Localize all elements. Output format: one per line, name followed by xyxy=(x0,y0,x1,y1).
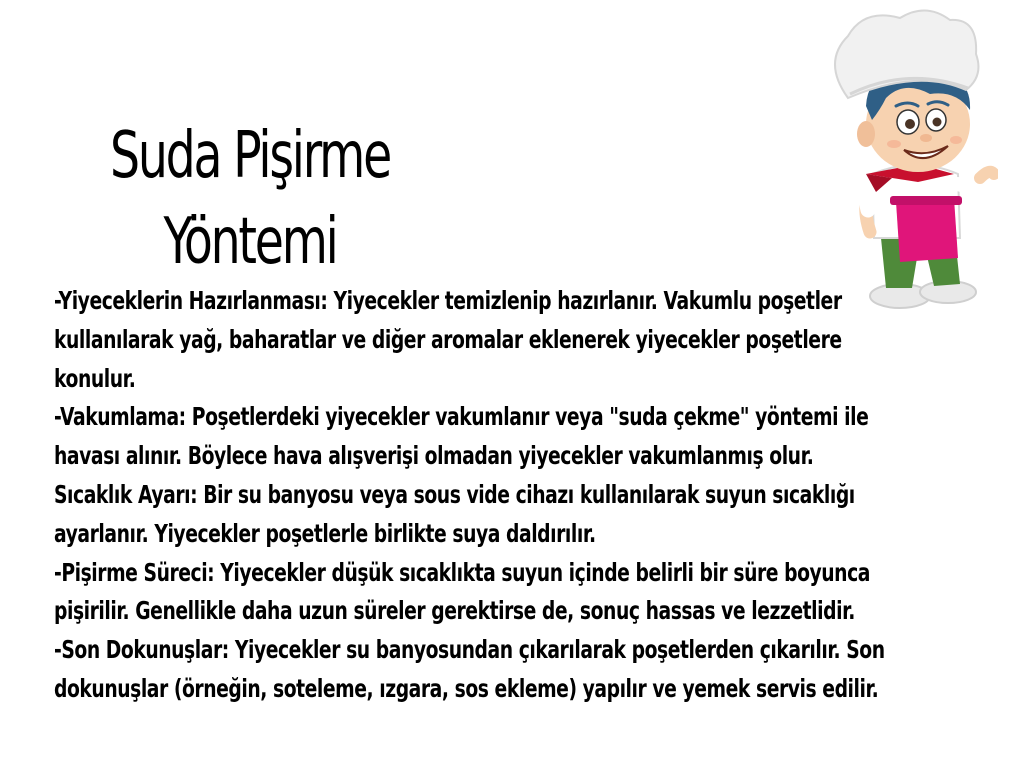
title-line-1: Suda Pişirme xyxy=(110,118,390,193)
chef-apron xyxy=(896,198,958,262)
body-line: havası alınır. Böylece hava alışverişi olmadan yiyecekler vakumlanmış olur. xyxy=(54,441,814,471)
body-line: Sıcaklık Ayarı: Bir su banyosu veya sous vide cihazı kullanılarak suyun sıcaklığı xyxy=(54,479,855,509)
chef-illustration xyxy=(808,6,998,318)
body-line: konulur. xyxy=(54,363,136,393)
body-line: ayarlanır. Yiyecekler poşetlerle birlikte suya daldırılır. xyxy=(54,518,596,548)
slide-title xyxy=(109,113,390,285)
body-line: -Yiyeceklerin Hazırlanması: Yiyecekler temizlenip hazırlanır. Vakumlu poşetler xyxy=(54,286,842,315)
body-line: -Son Dokunuşlar: Yiyecekler su banyosundan çıkarılarak poşetlerden çıkarılır. Son xyxy=(54,635,885,665)
body-line: -Vakumlama: Poşetlerdeki yiyecekler vakumlanır veya "suda çekme" yöntemi ile xyxy=(54,402,869,432)
title-line-2: Yöntemi xyxy=(163,204,337,279)
body-text xyxy=(54,282,939,709)
body-line: -Pişirme Süreci: Yiyecekler düşük sıcaklıkta suyun içinde belirli bir süre boyunca xyxy=(54,557,870,587)
chef-apron-band xyxy=(890,196,962,205)
body-line: pişirilir. Genellikle daha uzun süreler gerektirse de, sonuç hassas ve lezzetlidir. xyxy=(54,596,855,626)
body-line: kullanılarak yağ, baharatlar ve diğer aromalar eklenerek yiyecekler poşetlere xyxy=(54,324,842,354)
body-line: dokunuşlar (örneğin, soteleme, ızgara, sos ekleme) yapılır ve yemek servis edilir. xyxy=(54,673,879,703)
